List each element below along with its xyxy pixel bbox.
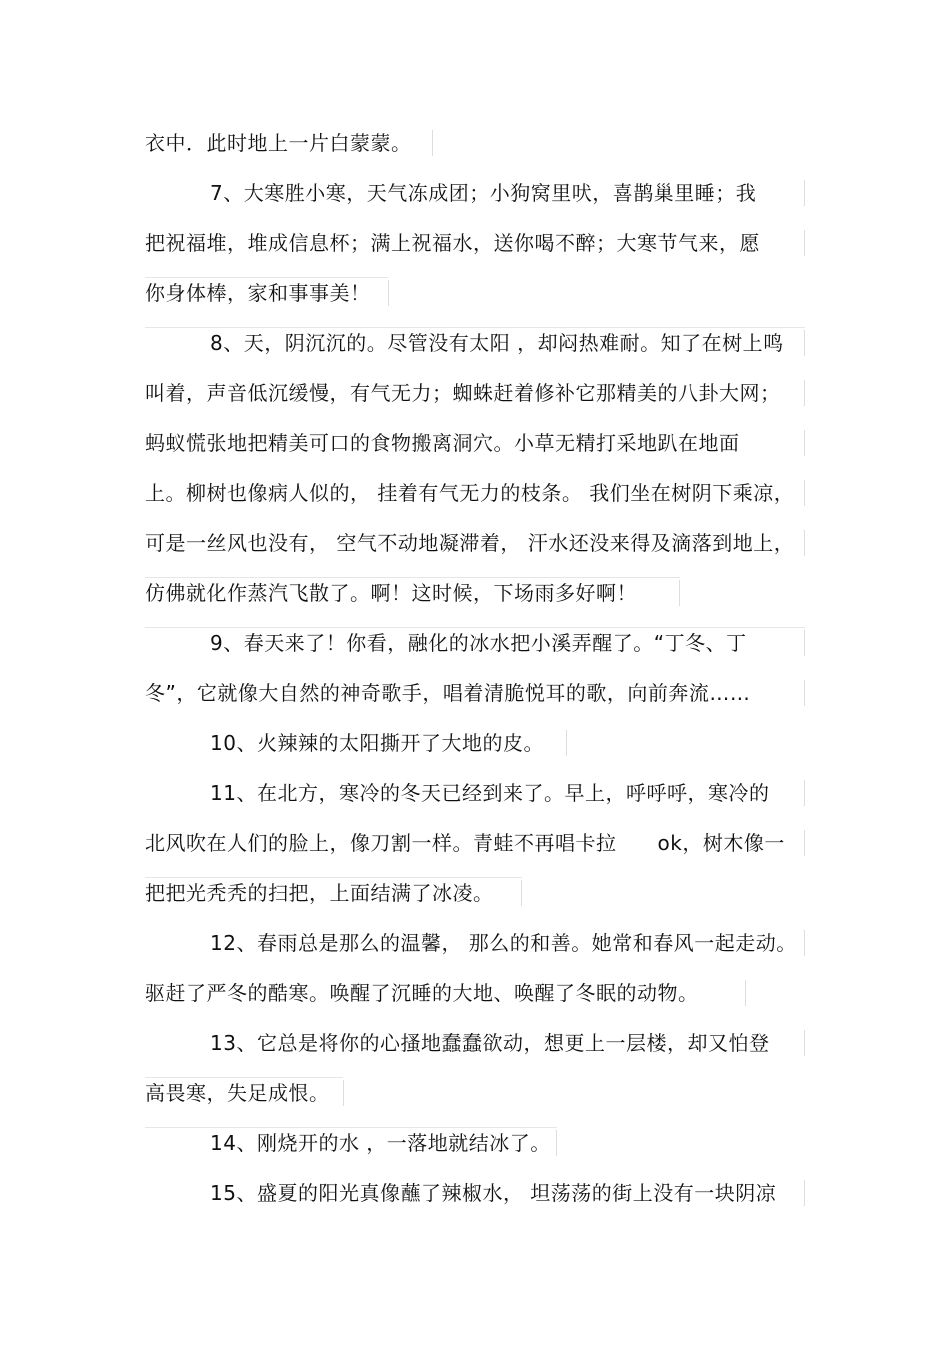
cell-border [804, 830, 805, 856]
text-line: 13、它总是将你的心搔地蠢蠢欲动，想更上一层楼，却又怕登 [210, 1031, 770, 1055]
cell-border [343, 1080, 344, 1106]
text-line: 你身体棒，家和事事美！ [145, 281, 371, 305]
cell-border [804, 630, 805, 656]
cell-border [145, 327, 805, 328]
cell-border [804, 780, 805, 806]
cell-border [804, 1180, 805, 1206]
text-line: 蚂蚁慌张地把精美可口的食物搬离洞穴。小草无精打采地趴在地面 [145, 431, 740, 455]
text-line: 把祝福堆，堆成信息杯；满上祝福水，送你喝不醉；大寒节气来，愿 [145, 231, 760, 255]
text-line: 冬”，它就像大自然的神奇歌手，唱着清脆悦耳的歌，向前奔流…… [145, 681, 751, 705]
cell-border [804, 180, 805, 206]
text-line: 驱赶了严冬的酷寒。唤醒了沉睡的大地、唤醒了冬眠的动物。 [145, 981, 699, 1005]
cell-border [745, 980, 746, 1006]
cell-border [556, 1130, 557, 1156]
text-line: 9、春天来了！你看，融化的冰水把小溪弄醒了。“丁冬、丁 [210, 631, 747, 655]
cell-border [804, 530, 805, 556]
cell-border [432, 130, 433, 156]
text-line: 15、盛夏的阳光真像蘸了辣椒水， 坦荡荡的街上没有一块阴凉 [210, 1181, 777, 1205]
text-line: 可是一丝风也没有， 空气不动地凝滞着， 汗水还没来得及滴落到地上， [145, 531, 795, 555]
text-line: 11、在北方，寒冷的冬天已经到来了。早上，呼呼呼，寒冷的 [210, 781, 770, 805]
cell-border [804, 380, 805, 406]
cell-border [145, 1077, 343, 1078]
cell-border [804, 430, 805, 456]
cell-border [145, 277, 388, 278]
cell-border [145, 627, 805, 628]
text-line: 14、刚烧开的水 ，一落地就结冰了。 [210, 1131, 551, 1155]
cell-border [521, 880, 522, 906]
cell-border [804, 1030, 805, 1056]
text-line: 高畏寒，失足成恨。 [145, 1081, 330, 1105]
cell-border [145, 577, 680, 578]
text-line: 把把光秃秃的扫把，上面结满了冰凌。 [145, 881, 494, 905]
text-line: 12、春雨总是那么的温馨， 那么的和善。她常和春风一起走动。 [210, 931, 797, 955]
cell-border [679, 580, 680, 606]
text-line: 7、大寒胜小寒，天气冻成团；小狗窝里吠，喜鹊巢里睡；我 [210, 181, 757, 205]
cell-border [804, 930, 805, 956]
cell-border [804, 480, 805, 506]
cell-border [804, 230, 805, 256]
text-line: 10、火辣辣的太阳撕开了大地的皮。 [210, 731, 544, 755]
cell-border [145, 1127, 557, 1128]
cell-border [388, 280, 389, 306]
cell-border [145, 877, 522, 878]
text-line: 叫着，声音低沉缓慢，有气无力；蜘蛛赶着修补它那精美的八卦大网； [145, 381, 781, 405]
cell-border [566, 730, 567, 756]
cell-border [804, 680, 805, 706]
text-line: 北风吹在人们的脸上，像刀割一样。青蛙不再唱卡拉 ok，树木像一 [145, 831, 785, 855]
text-line: 上。柳树也像病人似的， 挂着有气无力的枝条。 我们坐在树阴下乘凉， [145, 481, 795, 505]
cell-border [804, 330, 805, 356]
text-line: 仿佛就化作蒸汽飞散了。啊！这时候，下场雨多好啊！ [145, 581, 637, 605]
text-line: 衣中．此时地上一片白蒙蒙。 [145, 131, 412, 155]
text-line: 8、天，阴沉沉的。尽管没有太阳 ，却闷热难耐。知了在树上鸣 [210, 331, 784, 355]
